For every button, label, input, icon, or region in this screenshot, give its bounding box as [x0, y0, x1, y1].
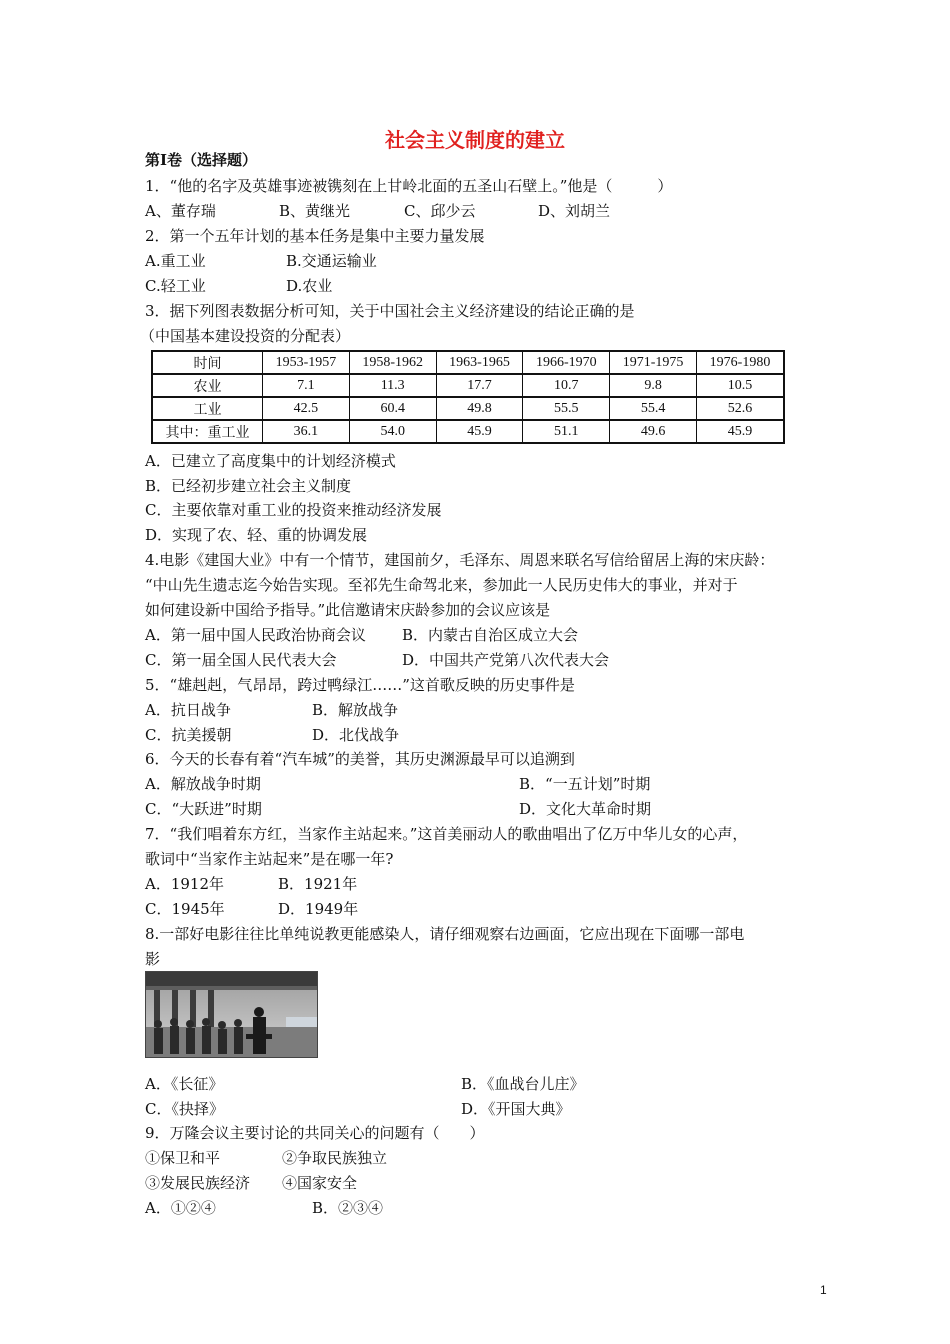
page-title: 社会主义制度的建立 [385, 128, 565, 152]
q3-option-c: C．主要依靠对重工业的投资来推动经济发展 [145, 501, 442, 519]
table-header-cell: 1976-1980 [696, 351, 784, 374]
q7-option-d: D．1949年 [278, 900, 359, 918]
table-header-cell: 1953-1957 [263, 351, 350, 374]
film-still-photo [145, 971, 318, 1058]
table-cell: 17.7 [436, 374, 523, 397]
q5-option-c: C．抗美援朝 [145, 726, 232, 744]
q1-option-d: D、刘胡兰 [538, 202, 611, 220]
table-cell: 7.1 [263, 374, 350, 397]
q5-option-d: D．北伐战争 [312, 726, 400, 744]
question-7-stem-line: 7．“我们唱着东方红，当家作主站起来。”这首美丽动人的歌曲唱出了亿万中华儿女的心声， [145, 825, 748, 843]
table-header-cell: 1963-1965 [436, 351, 523, 374]
q9-option-b: B．②③④ [312, 1199, 384, 1217]
q8-option-d: D．《开国大典》 [461, 1100, 571, 1118]
table-cell: 51.1 [523, 420, 610, 443]
question-9-stem: 9．万隆会议主要讨论的共同关心的问题有（ ） [145, 1124, 485, 1142]
question-2-stem: 2．第一个五年计划的基本任务是集中主要力量发展 [145, 227, 485, 245]
table-cell: 农业 [152, 374, 263, 397]
question-4-stem-line: “中山先生遗志迄今始告实现。至祁先生命驾北来，参加此一人民历史伟大的事业，并对于 [145, 576, 738, 594]
q6-option-c: C．“大跃进”时期 [145, 800, 262, 818]
question-3-stem: 3．据下列图表数据分析可知，关于中国社会主义经济建设的结论正确的是 [145, 302, 635, 320]
q5-option-a: A．抗日战争 [145, 701, 231, 719]
q8-option-b: B．《血战台儿庄》 [461, 1075, 585, 1093]
table-cell: 工业 [152, 397, 263, 420]
q9-item-1: ①保卫和平 [145, 1149, 221, 1167]
table-cell: 52.6 [696, 397, 784, 420]
section-heading: 第I卷（选择题） [145, 151, 258, 169]
table-cell: 60.4 [349, 397, 436, 420]
q6-option-d: D．文化大革命时期 [519, 800, 652, 818]
question-8-stem-line: 影 [145, 950, 161, 968]
question-7-stem-line: 歌词中“当家作主站起来”是在哪一年? [145, 850, 394, 868]
table-cell: 9.8 [610, 374, 697, 397]
q5-option-b: B．解放战争 [312, 701, 399, 719]
q3-option-b: B．已经初步建立社会主义制度 [145, 477, 352, 495]
q4-option-b: B．内蒙古自治区成立大会 [402, 626, 579, 644]
q4-option-d: D．中国共产党第八次代表大会 [402, 651, 610, 669]
q9-option-a: A．①②④ [145, 1199, 216, 1217]
table-header-cell: 时间 [152, 351, 263, 374]
question-8-stem-line: 8.一部好电影往往比单纯说教更能感染人，请仔细观察右边画面，它应出现在下面哪一部电 [145, 925, 745, 943]
q2-option-a: A.重工业 [145, 252, 206, 270]
table-cell: 54.0 [349, 420, 436, 443]
question-1-stem: 1．“他的名字及英雄事迹被镌刻在上甘岭北面的五圣山石壁上。”他是（ ） [145, 177, 673, 195]
table-cell: 10.5 [696, 374, 784, 397]
table-caption: （中国基本建设投资的分配表） [140, 327, 351, 345]
investment-table [151, 350, 785, 444]
q9-item-3: ③发展民族经济 [145, 1174, 251, 1192]
table-cell: 55.5 [523, 397, 610, 420]
q9-item-2: ②争取民族独立 [282, 1149, 388, 1167]
q2-option-b: B.交通运输业 [286, 252, 377, 270]
q7-option-c: C．1945年 [145, 900, 225, 918]
q9-item-4: ④国家安全 [282, 1174, 358, 1192]
table-cell: 10.7 [523, 374, 610, 397]
q7-option-b: B．1921年 [278, 875, 358, 893]
table-cell: 45.9 [696, 420, 784, 443]
q4-option-a: A．第一届中国人民政治协商会议 [145, 626, 366, 644]
q1-option-b: B、黄继光 [279, 202, 351, 220]
table-header-row [152, 351, 784, 374]
table-cell: 42.5 [263, 397, 350, 420]
q6-option-b: B．“一五计划”时期 [519, 775, 651, 793]
table-cell: 55.4 [610, 397, 697, 420]
question-4-stem-line: 如何建设新中国给予指导。”此信邀请宋庆龄参加的会议应该是 [145, 601, 551, 619]
table-cell: 36.1 [263, 420, 350, 443]
table-row [152, 374, 784, 397]
q8-option-c: C．《抉择》 [145, 1100, 224, 1118]
question-5-stem: 5．“雄赳赳，气昂昂，跨过鸭绿江……”这首歌反映的历史事件是 [145, 676, 575, 694]
table-header-cell: 1966-1970 [523, 351, 610, 374]
table-row [152, 420, 784, 443]
q7-option-a: A．1912年 [145, 875, 225, 893]
table-cell: 45.9 [436, 420, 523, 443]
table-row [152, 397, 784, 420]
table-header-cell: 1958-1962 [349, 351, 436, 374]
q2-option-d: D.农业 [286, 277, 333, 295]
table-header-cell: 1971-1975 [610, 351, 697, 374]
q1-option-a: A、董存瑞 [145, 202, 216, 220]
table-cell: 其中：重工业 [152, 420, 263, 443]
q8-option-a: A．《长征》 [145, 1075, 224, 1093]
q3-option-a: A．已建立了高度集中的计划经济模式 [145, 452, 396, 470]
q4-option-c: C．第一届全国人民代表大会 [145, 651, 337, 669]
q6-option-a: A．解放战争时期 [145, 775, 261, 793]
q3-option-d: D．实现了农、轻、重的协调发展 [145, 526, 368, 544]
table-cell: 49.8 [436, 397, 523, 420]
q1-option-c: C、邱少云 [404, 202, 476, 220]
table-cell: 11.3 [349, 374, 436, 397]
question-6-stem: 6．今天的长春有着“汽车城”的美誉，其历史渊源最早可以追溯到 [145, 750, 575, 768]
q2-option-c: C.轻工业 [145, 277, 206, 295]
question-4-stem-line: 4.电影《建国大业》中有一个情节，建国前夕，毛泽东、周恩来联名写信给留居上海的宋庆龄： [145, 551, 775, 569]
table-cell: 49.6 [610, 420, 697, 443]
page-number: 1 [820, 1283, 827, 1297]
